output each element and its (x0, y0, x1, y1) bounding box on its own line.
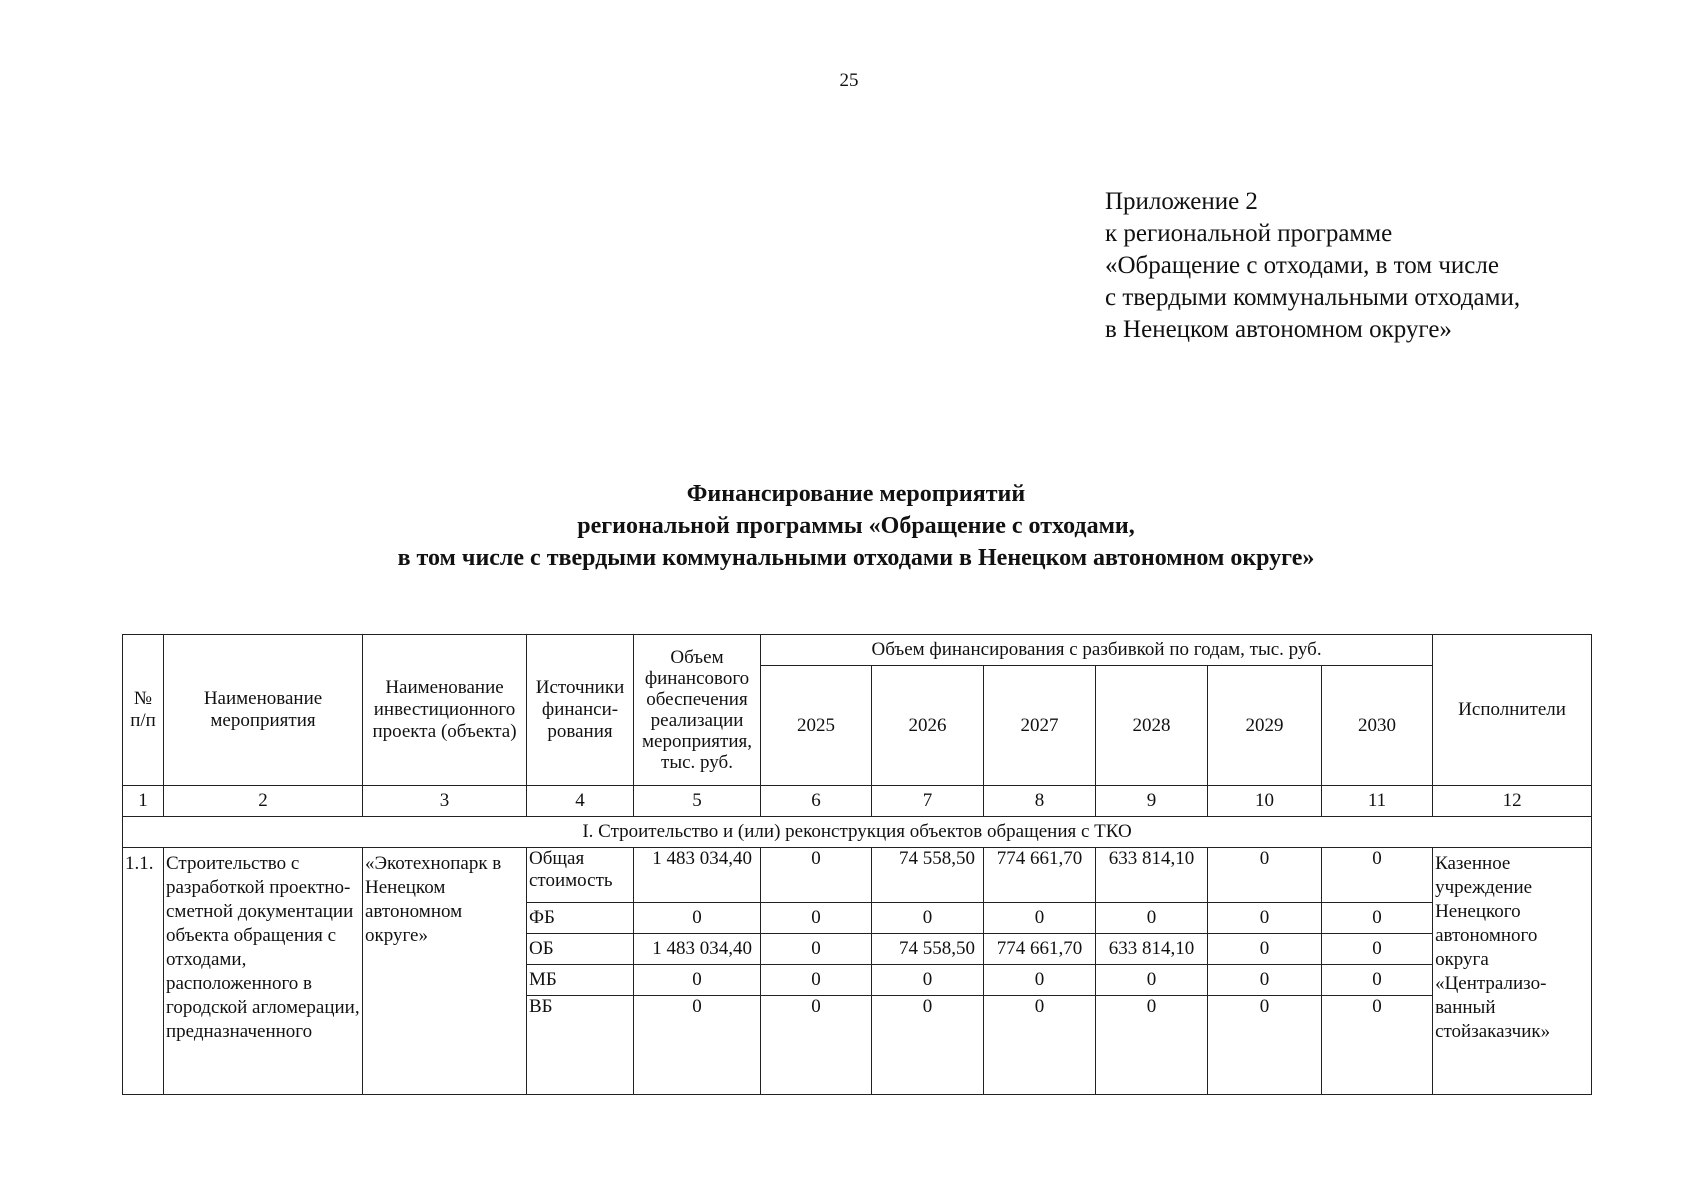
year-cell: 0 (761, 996, 872, 1095)
header-year: 2028 (1096, 666, 1208, 786)
header-year: 2027 (984, 666, 1096, 786)
section-title: I. Строительство и (или) реконструкция объектов обращения с ТКО (123, 817, 1592, 848)
header-total-volume: Объем финансового обеспечения реализации мероприятия, тыс. руб. (634, 635, 761, 786)
financing-table (122, 634, 1592, 1095)
year-cell: 0 (761, 903, 872, 934)
year-cell: 0 (1208, 965, 1322, 996)
source-cell: Общая стоимость (527, 848, 634, 903)
year-cell: 0 (1322, 965, 1433, 996)
item-event-name: Строительство с разработкой проектно-сметной документации объекта обращения с отходами, расположенного в городской агломерации, предназначенного (164, 848, 363, 1095)
year-cell: 0 (1322, 848, 1433, 903)
year-cell: 0 (1096, 903, 1208, 934)
appendix-line: к региональной программе (1105, 220, 1393, 247)
appendix-line: Приложение 2 (1105, 188, 1258, 215)
year-cell: 0 (872, 965, 984, 996)
column-number: 4 (527, 786, 634, 817)
source-cell: ОБ (527, 934, 634, 965)
header-sources: Источники финанси-рования (527, 635, 634, 786)
year-cell: 0 (1322, 934, 1433, 965)
year-cell: 0 (984, 996, 1096, 1095)
year-cell: 0 (1208, 848, 1322, 903)
header-year: 2030 (1322, 666, 1433, 786)
item-executor: Казенное учреждение Ненецкого автономного округа «Централизо-ванный стойзаказчик» (1433, 848, 1592, 1095)
column-number: 11 (1322, 786, 1433, 817)
header-year: 2029 (1208, 666, 1322, 786)
appendix-line: с твердыми коммунальными отходами, (1105, 284, 1521, 311)
section-row (123, 817, 1592, 848)
column-number: 3 (363, 786, 527, 817)
column-number: 12 (1433, 786, 1592, 817)
source-cell: МБ (527, 965, 634, 996)
title-line: Финансирование мероприятий (686, 481, 1026, 507)
item-project-name: «Экотехнопарк в Ненецком автономном округе» (363, 848, 527, 1095)
total-cell: 1 483 034,40 (634, 848, 761, 903)
source-cell: ФБ (527, 903, 634, 934)
year-cell: 0 (984, 965, 1096, 996)
header-year: 2025 (761, 666, 872, 786)
column-number: 7 (872, 786, 984, 817)
header-by-years: Объем финансирования с разбивкой по годам, тыс. руб. (761, 635, 1433, 666)
year-cell: 0 (872, 996, 984, 1095)
page-number: 25 (839, 70, 859, 91)
appendix-line: «Обращение с отходами, в том числе (1105, 252, 1499, 279)
document-title (0, 478, 1698, 574)
year-cell: 0 (872, 903, 984, 934)
header-executors: Исполнители (1433, 635, 1592, 786)
year-cell: 0 (984, 903, 1096, 934)
column-numbers-row (123, 786, 1592, 817)
header-event-name: Наименование мероприятия (164, 635, 363, 786)
total-cell: 0 (634, 996, 761, 1095)
year-cell: 633 814,10 (1096, 934, 1208, 965)
column-number: 5 (634, 786, 761, 817)
total-cell: 1 483 034,40 (634, 934, 761, 965)
total-cell: 0 (634, 965, 761, 996)
header-year: 2026 (872, 666, 984, 786)
appendix-block (1105, 186, 1520, 346)
header-num: № п/п (123, 635, 164, 786)
year-cell: 0 (1208, 934, 1322, 965)
title-line: в том числе с твердыми коммунальными отходами в Ненецком автономном округе» (397, 545, 1315, 571)
source-cell: ВБ (527, 996, 634, 1095)
year-cell: 0 (1208, 903, 1322, 934)
year-cell: 633 814,10 (1096, 848, 1208, 903)
header-project-name: Наименование инвестиционного проекта (объекта) (363, 635, 527, 786)
column-number: 9 (1096, 786, 1208, 817)
year-cell: 0 (761, 965, 872, 996)
column-number: 10 (1208, 786, 1322, 817)
total-cell: 0 (634, 903, 761, 934)
year-cell: 774 661,70 (984, 848, 1096, 903)
column-number: 2 (164, 786, 363, 817)
item-number: 1.1. (123, 848, 164, 1095)
year-cell: 74 558,50 (872, 848, 984, 903)
year-cell: 0 (1096, 996, 1208, 1095)
appendix-line: в Ненецком автономном округе» (1105, 316, 1452, 343)
year-cell: 0 (1322, 996, 1433, 1095)
year-cell: 0 (1322, 903, 1433, 934)
table-row (123, 848, 1592, 903)
year-cell: 0 (761, 848, 872, 903)
year-cell: 0 (1096, 965, 1208, 996)
column-number: 6 (761, 786, 872, 817)
year-cell: 74 558,50 (872, 934, 984, 965)
column-number: 1 (123, 786, 164, 817)
column-number: 8 (984, 786, 1096, 817)
title-line: региональной программы «Обращение с отходами, (577, 513, 1135, 539)
year-cell: 0 (761, 934, 872, 965)
year-cell: 0 (1208, 996, 1322, 1095)
year-cell: 774 661,70 (984, 934, 1096, 965)
